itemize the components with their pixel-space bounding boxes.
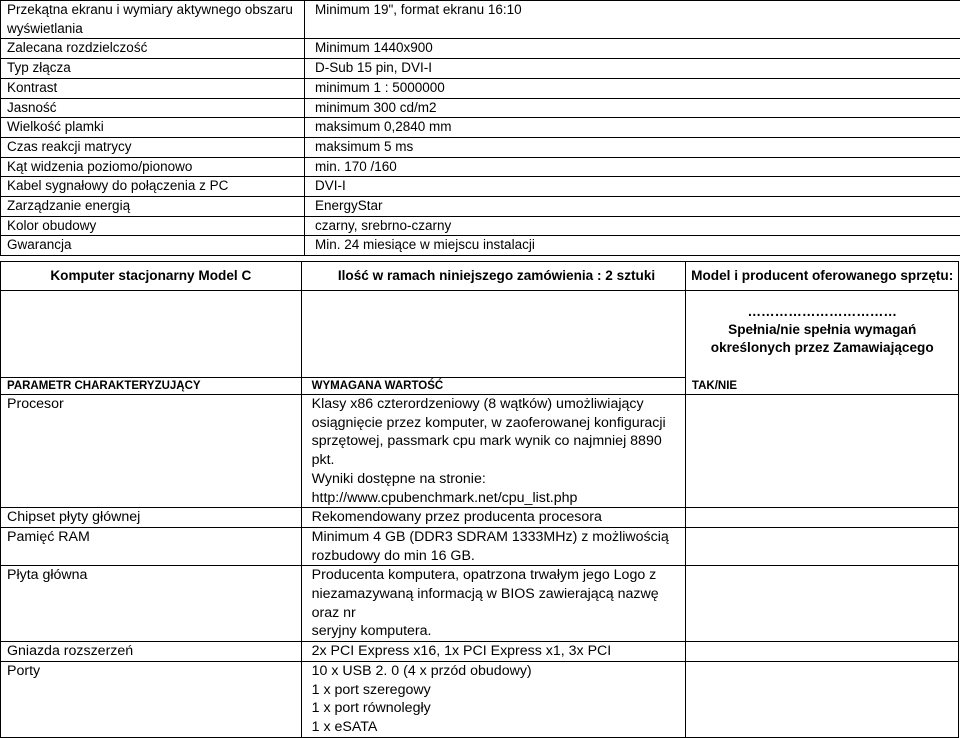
compliance-row bbox=[1, 291, 959, 378]
computer-param: Płyta główna bbox=[1, 566, 302, 642]
spec-value: maksimum 0,2840 mm bbox=[305, 118, 960, 138]
yes-no-cell bbox=[686, 642, 959, 662]
required-value-line: 1 x port równoległy bbox=[312, 699, 680, 718]
computer-required-value bbox=[301, 527, 686, 565]
spec-param: Jasność bbox=[1, 98, 305, 118]
required-value-line: Wyniki dostępne na stronie: bbox=[312, 470, 680, 489]
yes-no-cell bbox=[686, 508, 959, 528]
spec-param: Zarządzanie energią bbox=[1, 197, 305, 217]
computer-spec-row bbox=[1, 527, 959, 565]
blank-cell bbox=[1, 291, 302, 378]
spec-value: maksimum 5 ms bbox=[305, 137, 960, 157]
monitor-spec-row bbox=[1, 216, 960, 236]
required-value-line: rozbudowy do min 16 GB. bbox=[312, 547, 680, 566]
computer-param: Chipset płyty głównej bbox=[1, 508, 302, 528]
spec-param: Czas reakcji matrycy bbox=[1, 137, 305, 157]
spec-value: Minimum 1440x900 bbox=[305, 39, 960, 59]
producer-dots: …………………………… bbox=[692, 303, 952, 321]
computer-required-value bbox=[301, 661, 686, 737]
spec-param: Typ złącza bbox=[1, 59, 305, 79]
required-value-line: seryjny komputera. bbox=[312, 622, 680, 641]
monitor-spec-row bbox=[1, 157, 960, 177]
spec-param: Kolor obudowy bbox=[1, 216, 305, 236]
monitor-spec-row bbox=[1, 59, 960, 79]
monitor-spec-row bbox=[1, 98, 960, 118]
col-yesno-header: TAK/NIE bbox=[692, 378, 737, 394]
spec-value: Minimum 19", format ekranu 16:10 bbox=[305, 1, 960, 39]
required-value-line: Producenta komputera, opatrzona trwałym jego Logo z bbox=[312, 566, 680, 585]
monitor-spec-row bbox=[1, 137, 960, 157]
spec-param: Kontrast bbox=[1, 78, 305, 98]
monitor-spec-row bbox=[1, 78, 960, 98]
monitor-spec-row bbox=[1, 1, 960, 39]
computer-required-value bbox=[301, 642, 686, 662]
computer-spec-row bbox=[1, 395, 959, 508]
monitor-spec-row bbox=[1, 236, 960, 256]
spec-value: minimum 300 cd/m2 bbox=[305, 98, 960, 118]
computer-spec-row bbox=[1, 642, 959, 662]
spec-param: Wielkość plamki bbox=[1, 118, 305, 138]
required-value-line: Rekomendowany przez producenta procesora bbox=[312, 508, 680, 527]
col-param-header: PARAMETR CHARAKTERYZUJĄCY bbox=[1, 378, 302, 395]
monitor-spec-row bbox=[1, 118, 960, 138]
spec-value: D-Sub 15 pin, DVI-I bbox=[305, 59, 960, 79]
computer-param: Porty bbox=[1, 661, 302, 737]
spec-value: DVI-I bbox=[305, 177, 960, 197]
required-value-line: osiągnięcie przez komputer, w zaoferowanej konfiguracji bbox=[312, 414, 680, 433]
compliance-note: Spełnia/nie spełnia wymagań określonych przez Zamawiającego bbox=[692, 321, 952, 357]
computer-header-row bbox=[1, 262, 959, 291]
required-value-line: sprzętowej, passmark cpu mark wynik co najmniej 8890 pkt. bbox=[312, 432, 680, 469]
spec-value: min. 170 /160 bbox=[305, 157, 960, 177]
computer-spec-row bbox=[1, 661, 959, 737]
spec-param: Gwarancja bbox=[1, 236, 305, 256]
required-value-line: 10 x USB 2. 0 (4 x przód obudowy) bbox=[312, 662, 680, 681]
monitor-spec-row bbox=[1, 177, 960, 197]
spec-param: Kabel sygnałowy do połączenia z PC bbox=[1, 177, 305, 197]
monitor-spec-table bbox=[0, 0, 960, 256]
computer-required-value bbox=[301, 508, 686, 528]
yes-no-cell bbox=[686, 566, 959, 642]
required-value-line: 2x PCI Express x16, 1x PCI Express x1, 3x PCI bbox=[312, 642, 680, 661]
spec-value: czarny, srebrno-czarny bbox=[305, 216, 960, 236]
col-required-header: WYMAGANA WARTOŚĆ bbox=[301, 378, 686, 395]
yes-no-cell bbox=[686, 395, 959, 508]
blank-cell bbox=[301, 291, 686, 378]
spec-value: EnergyStar bbox=[305, 197, 960, 217]
quantity-label: Ilość w ramach niniejszego zamówienia : 2 sztuki bbox=[301, 262, 686, 291]
computer-spec-row bbox=[1, 508, 959, 528]
computer-required-value bbox=[301, 566, 686, 642]
spec-value: minimum 1 : 5000000 bbox=[305, 78, 960, 98]
computer-param: Procesor bbox=[1, 395, 302, 508]
producer-label: Model i producent oferowanego sprzętu: bbox=[686, 262, 959, 291]
required-value-line: Klasy x86 czterordzeniowy (8 wątków) umożliwiający bbox=[312, 395, 680, 414]
spec-param: Przekątna ekranu i wymiary aktywnego obszaru wyświetlania bbox=[1, 1, 305, 39]
spec-value: Min. 24 miesiące w miejscu instalacji bbox=[305, 236, 960, 256]
computer-title: Komputer stacjonarny Model C bbox=[1, 262, 302, 291]
computer-spec-table bbox=[0, 261, 959, 738]
computer-param: Pamięć RAM bbox=[1, 527, 302, 565]
spec-param: Zalecana rozdzielczość bbox=[1, 39, 305, 59]
computer-spec-row bbox=[1, 566, 959, 642]
monitor-spec-row bbox=[1, 39, 960, 59]
required-value-line: http://www.cpubenchmark.net/cpu_list.php bbox=[312, 489, 680, 508]
yes-no-cell bbox=[686, 527, 959, 565]
required-value-line: 1 x port szeregowy bbox=[312, 681, 680, 700]
spec-param: Kąt widzenia poziomo/pionowo bbox=[1, 157, 305, 177]
required-value-line: niezamazywaną informacją w BIOS zawierającą nazwę oraz nr bbox=[312, 585, 680, 622]
computer-param: Gniazda rozszerzeń bbox=[1, 642, 302, 662]
monitor-spec-row bbox=[1, 197, 960, 217]
required-value-line: 1 x eSATA bbox=[312, 718, 680, 737]
required-value-line: Minimum 4 GB (DDR3 SDRAM 1333MHz) z możliwością bbox=[312, 528, 680, 547]
computer-required-value bbox=[301, 395, 686, 508]
yes-no-cell bbox=[686, 661, 959, 737]
